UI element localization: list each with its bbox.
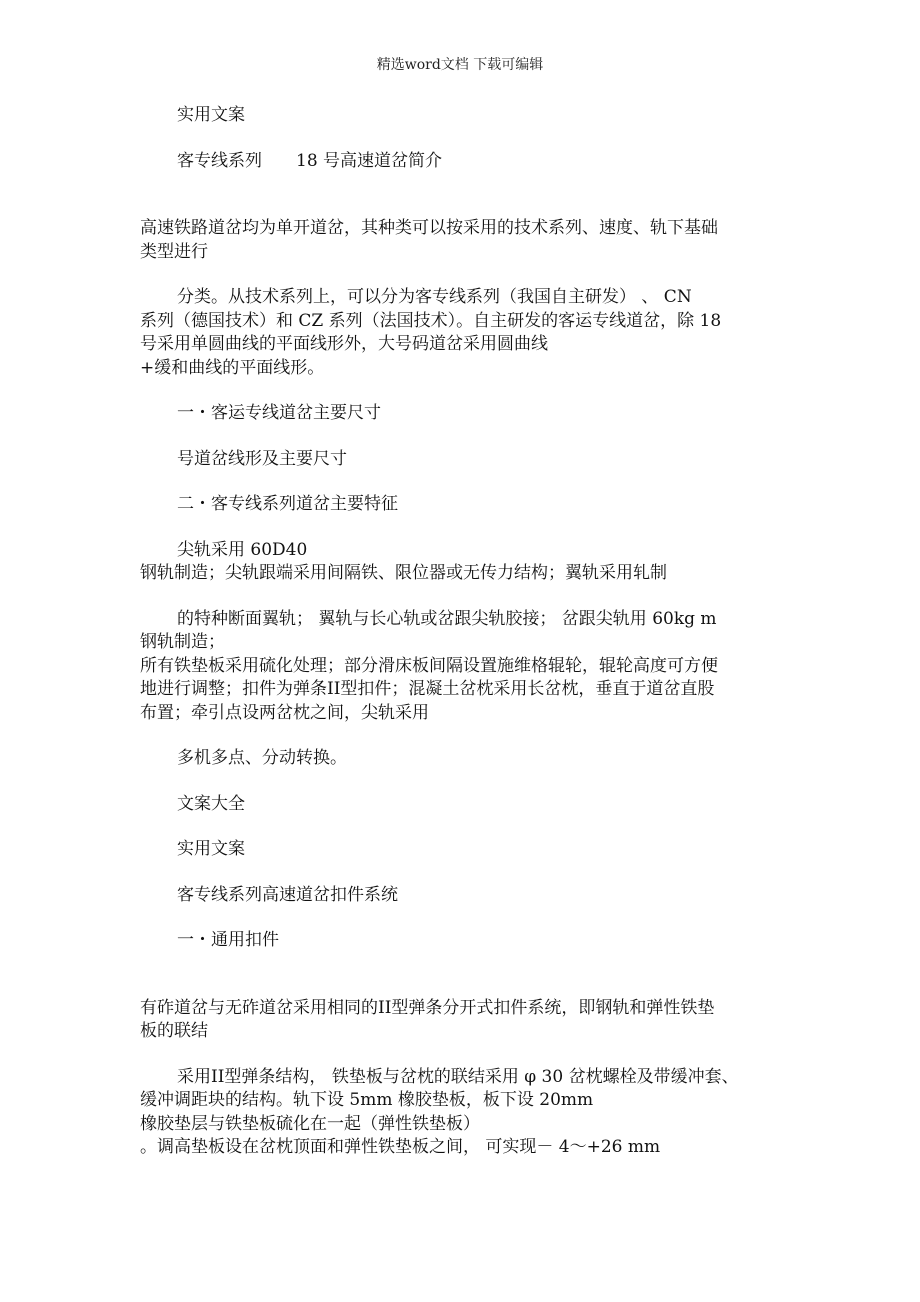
section-title: 客专线系列高速道岔扣件系统: [177, 884, 398, 905]
paragraph-line: 。调高垫板设在岔枕顶面和弹性铁垫板之间， 可实现－ 4～+26 mm: [140, 1137, 661, 1157]
paragraph-line: 布置；牵引点设两岔枕之间，尖轨采用: [140, 702, 429, 723]
document-header: 精选word文档 下载可编辑: [376, 57, 544, 73]
paragraph-line: 采用II型弹条结构， 铁垫板与岔枕的联结采用 φ 30 岔枕螺栓及带缓冲套、: [177, 1066, 739, 1087]
paragraph-line: 类型进行: [140, 241, 208, 262]
document-body: [140, 104, 780, 1160]
paragraph-line: 缓冲调距块的结构。轨下设 5mm 橡胶垫板，板下设 20mm: [140, 1090, 594, 1110]
page-footer-label: 文案大全: [177, 793, 245, 814]
paragraph-line: 板的联结: [140, 1021, 208, 1041]
document-title: 客专线系列 18 号高速道岔简介: [177, 150, 443, 171]
paragraph-line: 钢轨制造；: [140, 632, 225, 652]
paragraph-line: 高速铁路道岔均为单开道岔，其种类可以按采用的技术系列、速度、轨下基础: [140, 218, 718, 238]
paragraph-line: +缓和曲线的平面线形。: [140, 357, 325, 378]
section-heading: 二・客专线系列道岔主要特征: [177, 494, 398, 514]
paragraph-line: 系列（德国技术）和 CZ 系列（法国技术）。自主研发的客运专线道岔，除 18: [140, 310, 722, 331]
paragraph-line: 橡胶垫层与铁垫板硫化在一起（弹性铁垫板）: [140, 1113, 480, 1134]
paragraph-line: 地进行调整；扣件为弹条II型扣件；混凝土岔枕采用长岔枕，垂直于道岔直股: [140, 679, 715, 699]
section-label: 实用文案: [177, 105, 245, 125]
paragraph-line: 分类。从技术系列上，可以分为客专线系列（我国自主研发） 、 CN: [177, 287, 692, 307]
paragraph-line: 有砟道岔与无砟道岔采用相同的II型弹条分开式扣件系统，即钢轨和弹性铁垫: [140, 997, 715, 1018]
paragraph-line: 所有铁垫板采用硫化处理；部分滑床板间隔设置施维格辊轮，辊轮高度可方便: [140, 655, 718, 676]
section-heading: 一・通用扣件: [177, 930, 279, 950]
paragraph-line: 尖轨采用 60D40: [177, 539, 308, 560]
section-heading: 一・客运专线道岔主要尺寸: [177, 403, 381, 423]
paragraph-line: 号采用单圆曲线的平面线形外，大号码道岔采用圆曲线: [140, 334, 548, 354]
section-label: 实用文案: [177, 839, 245, 859]
section-subheading: 号道岔线形及主要尺寸: [177, 448, 347, 469]
paragraph-line: 多机多点、分动转换。: [177, 748, 347, 768]
paragraph-line: 的特种断面翼轨； 翼轨与长心轨或岔跟尖轨胶接； 岔跟尖轨用 60kg m: [177, 608, 717, 629]
paragraph-line: 钢轨制造；尖轨跟端采用间隔铁、限位器或无传力结构；翼轨采用轧制: [140, 563, 667, 583]
